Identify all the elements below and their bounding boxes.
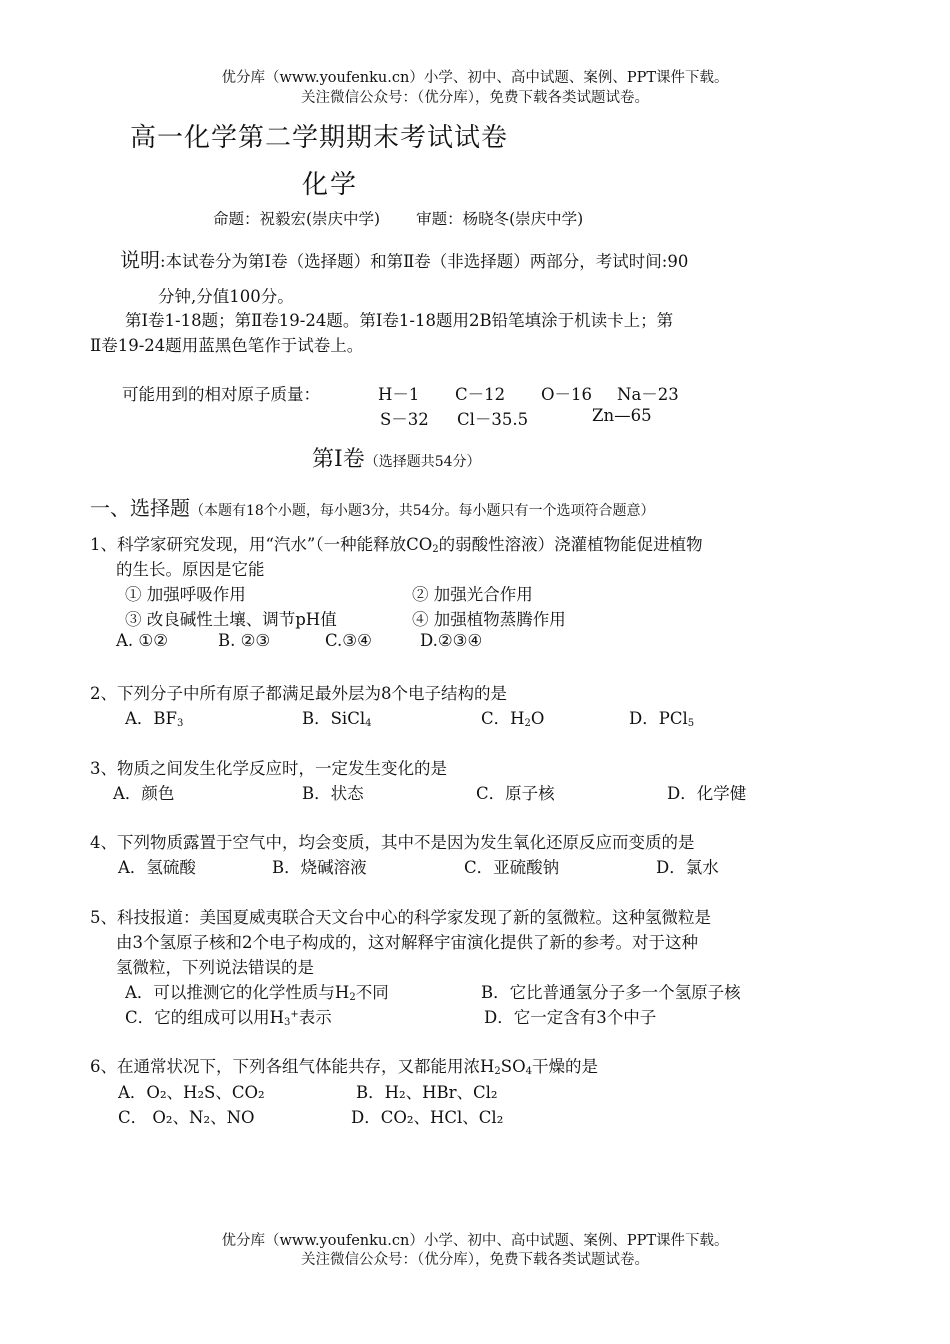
q5-stem-2: 由3个氢原子核和2个电子构成的，这对解释宇宙演化提供了新的参考。对于这种	[116, 933, 698, 952]
q6-option-b: B．H₂、HBr、Cl₂	[356, 1083, 498, 1102]
q2-stem: 2、下列分子中所有原子都满足最外层为8个电子结构的是	[90, 684, 507, 703]
q1-option-a: A. ①②	[116, 631, 168, 650]
notes-text-1: :本试卷分为第Ⅰ卷（选择题）和第Ⅱ卷（非选择题）两部分，考试时间:90	[160, 252, 689, 271]
section-1-note: （本题有18个小题，每小题3分，共54分。每小题只有一个选项符合题意）	[190, 503, 655, 519]
setter: 命题：祝毅宏(崇庆中学)	[213, 210, 381, 228]
footer-line-2: 关注微信公众号：（优分库），免费下载各类试题试卷。	[301, 1252, 649, 1268]
authors-line	[213, 207, 583, 229]
notes-label: 说明	[120, 248, 160, 272]
q5-option-c: C．它的组成可以用$H_3^+$表示	[125, 1008, 332, 1028]
q6-option-c: C． O₂、N₂、NO	[118, 1108, 255, 1127]
subject-title: 化学	[302, 170, 359, 200]
q1-stem-1: 1、科学家研究发现，用“汽水”（一种能释放$CO_2$的弱酸性溶液）浇灌植物能促进植物	[90, 535, 703, 555]
q1-option-c: C.③④	[325, 631, 372, 650]
page-title: 高一化学第二学期期末考试试卷	[130, 123, 509, 153]
q5-option-a: A．可以推测它的化学性质与$H_2$不同	[125, 983, 389, 1003]
mass-na: Na－23	[617, 385, 679, 404]
q1-option-d: D.②③④	[420, 631, 483, 650]
mass-o: O－16	[541, 385, 593, 404]
q3-option-c: C．原子核	[476, 784, 555, 803]
q3-option-b: B．状态	[302, 784, 364, 803]
q6-option-d: D．CO₂、HCl、Cl₂	[351, 1108, 504, 1127]
q4-option-a: A．氢硫酸	[118, 858, 196, 877]
q1-option-b: B. ②③	[218, 631, 271, 650]
q5-stem-3: 氢微粒，下列说法错误的是	[116, 958, 314, 977]
q6-option-a: A．O₂、H₂S、CO₂	[118, 1083, 265, 1102]
footer-line-1: 优分库（www.youfenku.cn）小学、初中、高中试题、案例、PPT课件下载。	[221, 1233, 729, 1249]
part-1-title: 第Ⅰ卷	[312, 447, 365, 472]
header-line-1: 优分库（www.youfenku.cn）小学、初中、高中试题、案例、PPT课件下载。	[221, 70, 729, 86]
mass-zn: Zn—65	[592, 406, 652, 425]
mass-s: S－32	[380, 410, 429, 429]
q3-option-d: D．化学健	[667, 784, 747, 803]
q1-stem-2: 的生长。原因是它能	[116, 560, 265, 579]
section-1-title: 一、选择题	[90, 496, 190, 520]
atomic-mass-label: 可能用到的相对原子质量：	[122, 385, 320, 404]
mass-c: C－12	[455, 385, 506, 404]
q5-option-b: B．它比普通氢分子多一个氢原子核	[481, 983, 741, 1002]
q4-option-c: C．亚硫酸钠	[464, 858, 560, 877]
q5-option-d: D．它一定含有3个中子	[484, 1008, 657, 1027]
q5-stem-1: 5、科技报道：美国夏威夷联合天文台中心的科学家发现了新的氢微粒。这种氢微粒是	[90, 908, 711, 927]
mass-h: H－1	[378, 385, 420, 404]
header-line-2: 关注微信公众号：（优分库），免费下载各类试题试卷。	[301, 90, 649, 106]
q1-statement-1: ① 加强呼吸作用	[125, 585, 246, 604]
q2-option-c: C．$H_2O$	[481, 709, 545, 729]
q4-option-d: D．氯水	[656, 858, 719, 877]
q2-option-b: B．SiCl$_4$	[302, 709, 372, 729]
q2-option-a: A．$BF_3$	[125, 709, 184, 729]
notes-line-1	[120, 244, 688, 273]
q2-option-d: D．PCl$_5$	[629, 709, 695, 729]
q1-statement-4: ④ 加强植物蒸腾作用	[412, 610, 566, 629]
notes-line-4: Ⅱ卷19-24题用蓝黑色笔作于试卷上。	[90, 336, 364, 355]
q3-stem: 3、物质之间发生化学反应时，一定发生变化的是	[90, 759, 447, 778]
q4-stem: 4、下列物质露置于空气中，均会变质，其中不是因为发生氧化还原反应而变质的是	[90, 833, 695, 852]
q1-statement-2: ② 加强光合作用	[412, 585, 533, 604]
mass-cl: Cl－35.5	[457, 410, 529, 429]
notes-line-2: 分钟,分值100分。	[158, 287, 294, 306]
q3-option-a: A．颜色	[113, 784, 175, 803]
notes-line-3: 第Ⅰ卷1-18题；第Ⅱ卷19-24题。第Ⅰ卷1-18题用2B铅笔填涂于机读卡上；第	[125, 311, 674, 330]
q4-option-b: B．烧碱溶液	[272, 858, 367, 877]
reviewer: 审题：杨晓冬(崇庆中学)	[416, 210, 584, 228]
part-1-note: （选择题共54分）	[364, 454, 481, 470]
q6-stem: 6、在通常状况下，下列各组气体能共存，又都能用浓$H_2SO_4$干燥的是	[90, 1057, 598, 1077]
q1-statement-3: ③ 改良碱性土壤、调节pH值	[125, 610, 337, 629]
section-1-heading	[90, 492, 655, 521]
part-1-heading	[312, 442, 481, 473]
